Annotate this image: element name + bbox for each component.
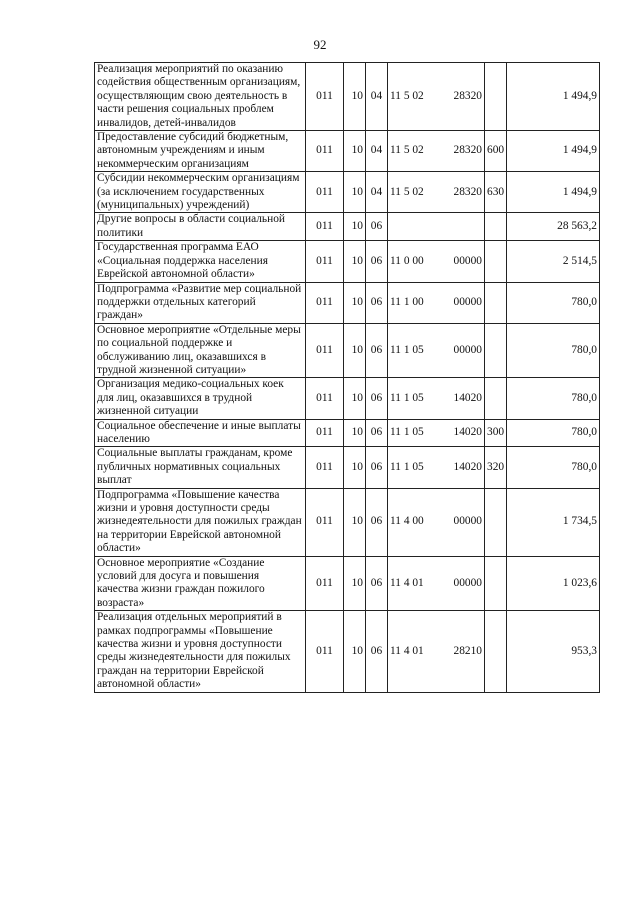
row-section-code: 10 — [344, 172, 366, 213]
row-direction-code: 14020 — [453, 426, 482, 439]
row-target-article-cell — [388, 611, 485, 692]
row-expense-type-code: 300 — [485, 419, 507, 447]
row-subsection-code: 06 — [366, 282, 388, 323]
row-expense-type-code — [485, 611, 507, 692]
row-expense-type-code: 600 — [485, 131, 507, 172]
row-name-cell: Государственная программа ЕАО «Социальная поддержка населения Еврейской автономной области» — [95, 241, 306, 282]
row-amount: 780,0 — [507, 419, 600, 447]
row-target-article-cell — [388, 378, 485, 419]
row-target-article-cell — [388, 419, 485, 447]
table-body — [95, 63, 600, 693]
row-name-cell: Реализация отдельных мероприятий в рамках подпрограммы «Повышение качества жизни и уровня доступности среды жизнедеятельности для пожилых граждан на территории Еврейской автономной области» — [95, 611, 306, 692]
row-direction-code: 14020 — [453, 391, 482, 404]
table-row — [95, 488, 600, 556]
row-direction-code: 28320 — [453, 185, 482, 198]
row-program-code: 11 1 05 — [390, 460, 424, 473]
row-program-code: 11 1 05 — [390, 426, 424, 439]
row-subsection-code: 06 — [366, 241, 388, 282]
row-administrator-code: 011 — [306, 172, 344, 213]
row-name-cell: Предоставление субсидий бюджетным, автономным учреждениям и иным некоммерческим организациям — [95, 131, 306, 172]
row-administrator-code: 011 — [306, 323, 344, 378]
row-name-cell: Другие вопросы в области социальной политики — [95, 213, 306, 241]
row-subsection-code: 06 — [366, 419, 388, 447]
row-program-code: 11 5 02 — [390, 89, 424, 102]
row-subsection-code: 06 — [366, 213, 388, 241]
row-subsection-code: 06 — [366, 556, 388, 611]
row-expense-type-code — [485, 213, 507, 241]
row-name-cell: Субсидии некоммерческим организациям (за исключением государственных (муниципальных) учреждений) — [95, 172, 306, 213]
row-expense-type-code — [485, 556, 507, 611]
row-administrator-code: 011 — [306, 213, 344, 241]
row-amount: 780,0 — [507, 447, 600, 488]
table-row — [95, 611, 600, 692]
row-expense-type-code: 630 — [485, 172, 507, 213]
row-administrator-code: 011 — [306, 488, 344, 556]
row-name-cell: Подпрограмма «Развитие мер социальной поддержки отдельных категорий граждан» — [95, 282, 306, 323]
row-target-article-cell — [388, 556, 485, 611]
row-section-code: 10 — [344, 282, 366, 323]
row-administrator-code: 011 — [306, 63, 344, 131]
row-section-code: 10 — [344, 323, 366, 378]
table-row — [95, 63, 600, 131]
row-name-cell: Социальное обеспечение и иные выплаты населению — [95, 419, 306, 447]
row-section-code: 10 — [344, 378, 366, 419]
row-program-code: 11 4 01 — [390, 576, 424, 589]
row-program-code: 11 5 02 — [390, 144, 424, 157]
row-target-article-cell — [388, 63, 485, 131]
row-amount: 780,0 — [507, 323, 600, 378]
row-expense-type-code — [485, 488, 507, 556]
row-program-code: 11 5 02 — [390, 185, 424, 198]
row-name-cell: Подпрограмма «Повышение качества жизни и уровня доступности среды жизнедеятельности для пожилых граждан на территории Еврейской автономной области» — [95, 488, 306, 556]
row-subsection-code: 04 — [366, 63, 388, 131]
row-name-cell: Реализация мероприятий по оказанию содействия общественным организациям, осуществляющим свою деятельность в части решения социальных проблем инвалидов, детей-инвалидов — [95, 63, 306, 131]
row-amount: 28 563,2 — [507, 213, 600, 241]
row-amount: 1 494,9 — [507, 63, 600, 131]
row-amount: 2 514,5 — [507, 241, 600, 282]
row-section-code: 10 — [344, 241, 366, 282]
row-subsection-code: 06 — [366, 447, 388, 488]
row-program-code: 11 1 05 — [390, 343, 424, 356]
row-target-article-cell — [388, 213, 485, 241]
row-section-code: 10 — [344, 131, 366, 172]
row-name-cell: Основное мероприятие «Отдельные меры по социальной поддержке и обслуживанию лиц, оказавшихся в трудной жизненной ситуации» — [95, 323, 306, 378]
row-administrator-code: 011 — [306, 378, 344, 419]
row-administrator-code: 011 — [306, 282, 344, 323]
row-target-article-cell — [388, 282, 485, 323]
table-row — [95, 556, 600, 611]
row-expense-type-code: 320 — [485, 447, 507, 488]
row-direction-code: 28210 — [453, 644, 482, 657]
row-section-code: 10 — [344, 63, 366, 131]
table-row — [95, 323, 600, 378]
row-program-code: 11 4 01 — [390, 644, 424, 657]
row-subsection-code: 06 — [366, 323, 388, 378]
row-expense-type-code — [485, 63, 507, 131]
table-row — [95, 172, 600, 213]
row-target-article-cell — [388, 241, 485, 282]
table-row — [95, 131, 600, 172]
row-program-code: 11 1 00 — [390, 295, 424, 308]
row-amount: 1 494,9 — [507, 131, 600, 172]
row-direction-code: 28320 — [453, 144, 482, 157]
row-amount: 1 023,6 — [507, 556, 600, 611]
row-name-cell: Организация медико-социальных коек для лиц, оказавшихся в трудной жизненной ситуации — [95, 378, 306, 419]
table-row — [95, 213, 600, 241]
row-subsection-code: 04 — [366, 172, 388, 213]
row-program-code: 11 1 05 — [390, 391, 424, 404]
row-amount: 953,3 — [507, 611, 600, 692]
row-amount: 780,0 — [507, 378, 600, 419]
row-section-code: 10 — [344, 419, 366, 447]
row-section-code: 10 — [344, 488, 366, 556]
row-amount: 1 734,5 — [507, 488, 600, 556]
row-expense-type-code — [485, 378, 507, 419]
table-row — [95, 241, 600, 282]
row-program-code: 11 4 00 — [390, 515, 424, 528]
budget-allocation-table — [94, 62, 600, 693]
row-program-code: 11 0 00 — [390, 254, 424, 267]
row-administrator-code: 011 — [306, 419, 344, 447]
row-name-cell: Основное мероприятие «Создание условий для досуга и повышения качества жизни граждан пожилого возраста» — [95, 556, 306, 611]
row-section-code: 10 — [344, 611, 366, 692]
row-expense-type-code — [485, 282, 507, 323]
row-name-cell: Социальные выплаты гражданам, кроме публичных нормативных социальных выплат — [95, 447, 306, 488]
row-target-article-cell — [388, 323, 485, 378]
page-number: 92 — [313, 37, 327, 52]
row-expense-type-code — [485, 241, 507, 282]
table-row — [95, 282, 600, 323]
row-expense-type-code — [485, 323, 507, 378]
row-subsection-code: 06 — [366, 488, 388, 556]
row-amount: 1 494,9 — [507, 172, 600, 213]
row-subsection-code: 06 — [366, 611, 388, 692]
row-direction-code: 00000 — [453, 576, 482, 589]
table-row — [95, 419, 600, 447]
row-direction-code: 00000 — [453, 254, 482, 267]
row-target-article-cell — [388, 488, 485, 556]
row-direction-code: 00000 — [453, 343, 482, 356]
row-section-code: 10 — [344, 213, 366, 241]
row-administrator-code: 011 — [306, 447, 344, 488]
table-row — [95, 378, 600, 419]
row-direction-code: 28320 — [453, 89, 482, 102]
row-target-article-cell — [388, 131, 485, 172]
row-administrator-code: 011 — [306, 556, 344, 611]
row-subsection-code: 04 — [366, 131, 388, 172]
row-section-code: 10 — [344, 447, 366, 488]
row-administrator-code: 011 — [306, 131, 344, 172]
row-subsection-code: 06 — [366, 378, 388, 419]
table-row — [95, 447, 600, 488]
row-target-article-cell — [388, 172, 485, 213]
row-administrator-code: 011 — [306, 611, 344, 692]
row-amount: 780,0 — [507, 282, 600, 323]
row-administrator-code: 011 — [306, 241, 344, 282]
row-section-code: 10 — [344, 556, 366, 611]
row-target-article-cell — [388, 447, 485, 488]
row-direction-code: 00000 — [453, 515, 482, 528]
row-direction-code: 14020 — [453, 460, 482, 473]
row-direction-code: 00000 — [453, 295, 482, 308]
